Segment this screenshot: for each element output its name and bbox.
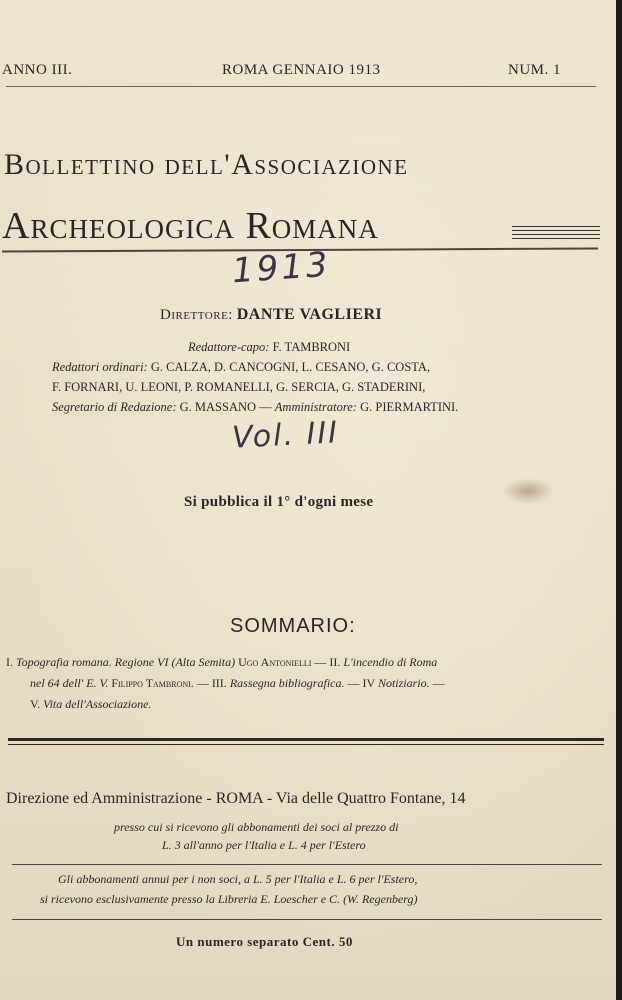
summary-item4-title: Notiziario. bbox=[377, 676, 430, 690]
summary-item3-number: — III. bbox=[196, 676, 227, 690]
journal-title-line1: Bollettino dell'Associazione bbox=[4, 148, 409, 181]
publication-frequency: Si pubblica il 1° d'ogni mese bbox=[184, 494, 374, 510]
section-divider-thick bbox=[8, 738, 604, 741]
non-member-line-1: Gli abbonamenti annui per i non soci, a L. 5 per l'Italia e L. 6 per l'Estero, bbox=[58, 872, 418, 886]
summary-line-3 bbox=[30, 697, 151, 712]
summary-item2-number: — II. bbox=[314, 655, 341, 669]
summary-line-2 bbox=[30, 676, 445, 691]
chief-editor-name: F. TAMBRONI bbox=[272, 340, 351, 354]
address-line: Direzione ed Amministrazione - ROMA - Via delle Quattro Fontane, 14 bbox=[6, 790, 466, 807]
non-member-line-2: si ricevono esclusivamente presso la Libreria E. Loescher e C. (W. Regenberg) bbox=[40, 892, 418, 906]
scan-edge bbox=[616, 0, 622, 1000]
editors-line-1 bbox=[52, 360, 430, 375]
chief-editor-line bbox=[188, 340, 350, 355]
editors-line-2: F. FORNARI, U. LEONI, P. ROMANELLI, G. SERCIA, G. STADERINI, bbox=[52, 380, 426, 394]
summary-item4-dash: — bbox=[432, 676, 445, 690]
summary-item5-title: Vita dell'Associazione. bbox=[43, 697, 152, 711]
handwritten-volume: Vol. III bbox=[231, 415, 340, 456]
header-rule bbox=[6, 86, 596, 87]
secretary-name: G. MASSANO bbox=[179, 400, 257, 414]
summary-item4-number: — IV bbox=[347, 676, 375, 690]
summary-item3-title: Rassegna bibliografica. bbox=[229, 676, 345, 690]
anno-label: ANNO III. bbox=[2, 62, 73, 78]
secretary-label: Segretario di Redazione: bbox=[52, 400, 177, 414]
director-label: Direttore: bbox=[160, 307, 233, 323]
secretary-line bbox=[52, 400, 458, 415]
handwritten-year: 1913 bbox=[230, 244, 332, 292]
title-decorative-lines bbox=[512, 226, 600, 246]
editors-names-1: G. CALZA, D. CANCOGNI, L. CESANO, G. COSTA, bbox=[150, 360, 431, 374]
summary-line-1 bbox=[6, 655, 437, 670]
summary-item1-title: Topografia romana. Regione VI (Alta Semita) bbox=[16, 655, 236, 669]
paper-stain bbox=[502, 478, 554, 504]
director-line bbox=[160, 306, 382, 324]
secretary-dash: — bbox=[259, 400, 272, 414]
summary-item1-author: Ugo Antonielli bbox=[238, 655, 312, 669]
summary-item1-number: I. bbox=[6, 655, 13, 669]
issue-date: ROMA GENNAIO 1913 bbox=[222, 62, 381, 78]
issue-number: NUM. 1 bbox=[508, 62, 562, 78]
director-name: DANTE VAGLIERI bbox=[236, 306, 383, 323]
summary-item2-author: Filippo Tambroni. bbox=[111, 676, 194, 690]
subscription-line-2: L. 3 all'anno per l'Italia e L. 4 per l'Estero bbox=[162, 838, 366, 852]
summary-heading: SOMMARIO: bbox=[230, 615, 356, 637]
section-divider-thin bbox=[8, 744, 604, 745]
single-issue-price: Un numero separato Cent. 50 bbox=[176, 934, 353, 949]
administrator-label: Amministratore: bbox=[274, 400, 357, 414]
summary-item2-title-a: L'incendio di Roma bbox=[343, 655, 438, 669]
editors-label: Redattori ordinari: bbox=[52, 360, 148, 374]
subscription-line-1: presso cui si ricevono gli abbonamenti dei soci al prezzo di bbox=[114, 820, 399, 834]
masthead-header bbox=[0, 62, 612, 84]
administrator-name: G. PIERMARTINI. bbox=[360, 400, 459, 414]
summary-item2-title-b: nel 64 dell' E. V. bbox=[30, 676, 109, 690]
journal-title-line2: Archeologica Romana bbox=[2, 205, 379, 247]
summary-item5-number: V. bbox=[30, 697, 41, 711]
chief-editor-label: Redattore-capo: bbox=[188, 340, 270, 354]
